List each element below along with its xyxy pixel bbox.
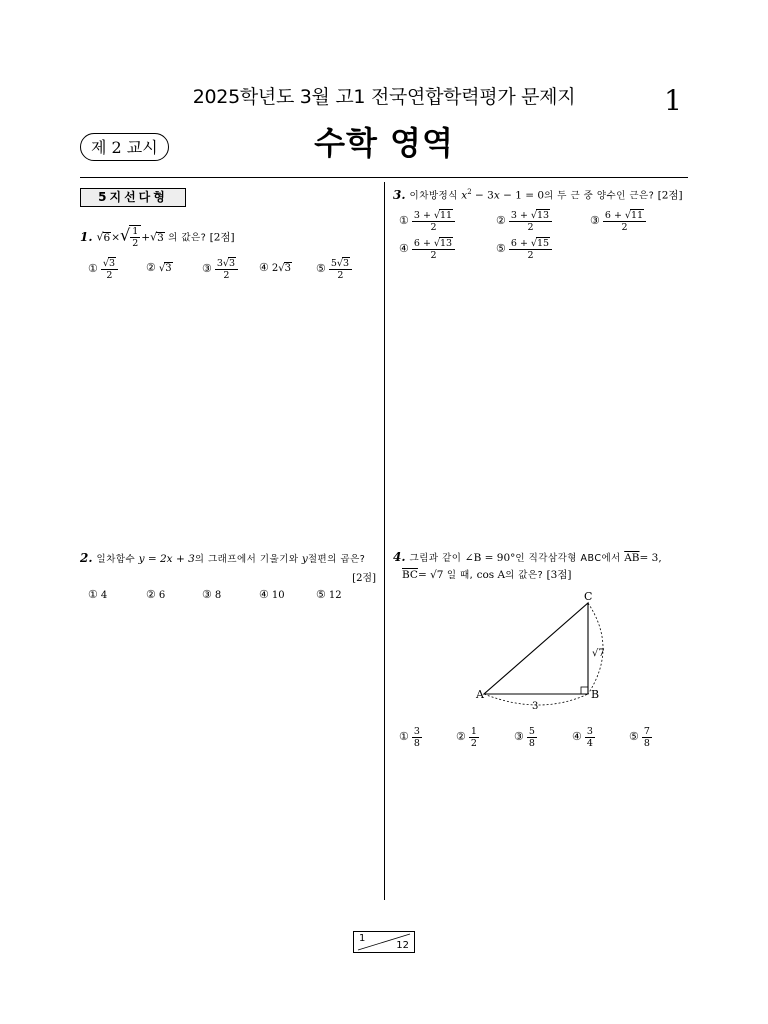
choice[interactable]: ③ $\frac{5}{8}$: [514, 726, 535, 749]
choice[interactable]: ④ 2√3: [259, 261, 291, 274]
choice[interactable]: ⑤ $\frac{7}{8}$: [629, 726, 650, 749]
choice[interactable]: ② $\frac{3 + √13}{2}$: [496, 209, 552, 233]
question-text: 의 값은?: [168, 232, 207, 244]
choice[interactable]: ③ 8: [202, 588, 222, 601]
question-2: 2. 일차함수 y = 2x + 3의 그래프에서 기울기와 y절편의 곱은?: [80, 551, 366, 565]
question-1: 1. √6×√ $\frac{1}{2}$ +√3 의 값은? [2점]: [80, 225, 235, 249]
period-badge: 제 2 교시: [80, 133, 169, 161]
choice[interactable]: ② $\frac{1}{2}$: [456, 726, 477, 749]
choice[interactable]: ① $\frac{3 + √11}{2}$: [399, 209, 455, 233]
question-points: [2점]: [209, 231, 235, 244]
choice[interactable]: ① 4: [88, 588, 108, 601]
choice[interactable]: ⑤ $\frac{6 + √15}{2}$: [496, 237, 552, 261]
choice[interactable]: ③ $\frac{3√3}{2}$: [202, 257, 238, 281]
question-points: [2점]: [352, 573, 376, 584]
choice[interactable]: ② 6: [146, 588, 166, 601]
page-indicator: [353, 931, 415, 953]
exam-header-title: 2025학년도 3월 고1 전국연합학력평가 문제지: [192, 86, 576, 108]
vertex-label-c: C: [584, 590, 593, 603]
choice[interactable]: ⑤ 12: [316, 588, 342, 601]
question-number: 1.: [80, 229, 93, 244]
choice[interactable]: ② √3: [146, 261, 172, 274]
vertex-label-b: B: [591, 688, 600, 701]
column-divider: [384, 182, 385, 900]
choice[interactable]: ③ $\frac{6 + √11}{2}$: [590, 209, 646, 233]
choice[interactable]: ④ 10: [259, 588, 285, 601]
question-4: 4. 그림과 같이 ∠B = 90°인 직각삼각형 ABC에서 $\overline{AB}= 3$,: [393, 550, 662, 564]
choice[interactable]: ⑤ $\frac{5√3}{2}$: [316, 257, 352, 281]
side-label-ab: 3: [532, 701, 539, 712]
right-triangle-figure: [470, 590, 620, 715]
page-number: 1: [664, 84, 682, 117]
subject-title: 수학 영역: [314, 124, 454, 162]
question-3: 3. 이차방정식 $x^2 - 3x - 1 = 0$의 두 근 중 양수인 근은? [2점]: [393, 187, 683, 202]
section-label: 5지선다형: [80, 188, 186, 207]
total-pages: 12: [396, 940, 409, 951]
current-page: 1: [359, 933, 366, 944]
choice[interactable]: ④ $\frac{6 + √13}{2}$: [399, 237, 455, 261]
vertex-label-a: A: [476, 688, 484, 701]
header-divider: [80, 177, 688, 178]
question-4-line-2: $\overline{BC}= √7$ 일 때, cos A의 값은? [3점]: [402, 569, 572, 581]
side-label-bc: √7: [592, 648, 605, 659]
choice[interactable]: ① $\frac{3}{8}$: [399, 726, 420, 749]
choice[interactable]: ① $\frac{√3}{2}$: [88, 257, 118, 281]
choice[interactable]: ④ $\frac{3}{4}$: [572, 726, 593, 749]
